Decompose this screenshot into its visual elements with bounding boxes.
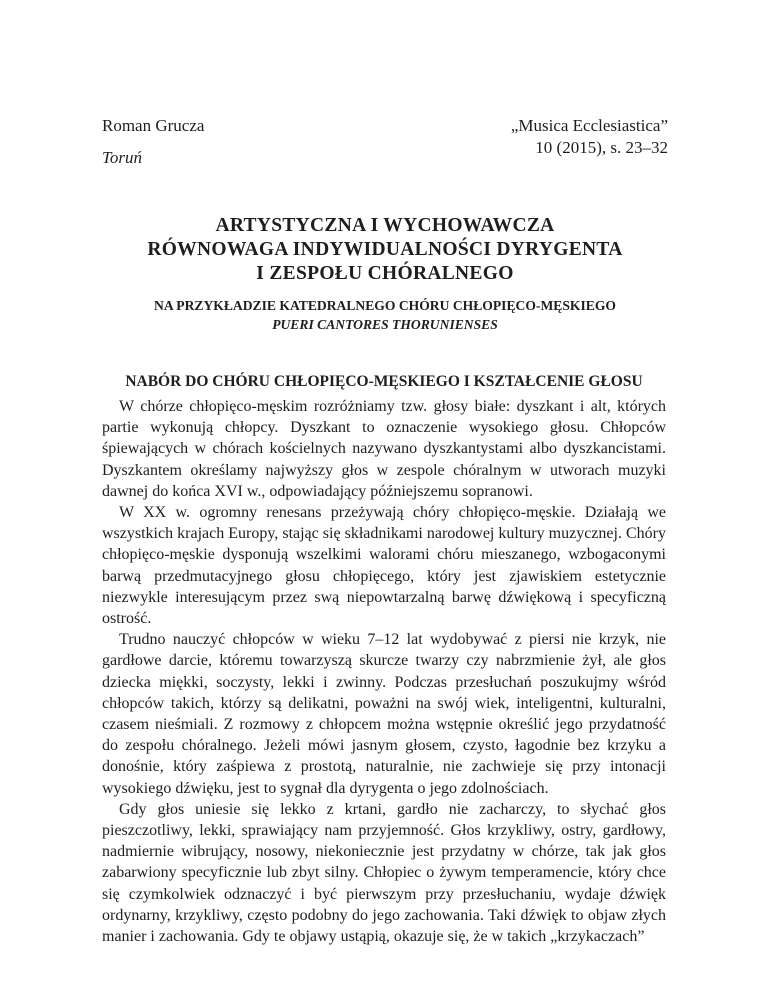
section-heading: NABÓR DO CHÓRU CHŁOPIĘCO-MĘSKIEGO I KSZTAŁCENIE GŁOSU [125, 373, 643, 390]
section-body [102, 370, 666, 947]
article-title-block [80, 214, 690, 334]
journal-name: „Musica Ecclesiastica” [510, 116, 668, 135]
paragraph: Trudno nauczyć chłopców w wieku 7–12 lat wydobywać z piersi nie krzyk, nie gardłowe darcie, któremu towarzyszą skurcze twarzy czy nabrzmienie żył, ale głos dziecka miękki, soczysty, lekki i zwinny. Podczas przesłuchań poszukujmy wśród chłopców takich, którzy są delikatni, poważni na swój wiek, inteligentni, kulturalni, czasem nieśmiali. Z rozmowy z chłopcem można wstępnie określić jego przydatność do zespołu chóralnego. Jeżeli mówi jasnym głosem, czysto, łagodnie bez krzyku a donośnie, który zaśpiewa z prostotą, naturalnie, nie zachwieje się przy intonacji wysokiego dźwięku, jest to sygnał dla dyrygenta o jego zdolnościach. [102, 631, 666, 797]
author-name: Roman Grucza [102, 116, 205, 135]
paragraph: W chórze chłopięco-męskim rozróżniamy tzw. głosy białe: dyszkant i alt, których partie wykonują chłopcy. Dyszkant to oznaczenie wysokiego głosu. Chłopców śpiewających w chórach kościelnych nazywano dyszkantystami albo dyszkancistami. Dyszkantem określamy najwyższy głos w zespole chóralnym w utworach muzyki dawnej do końca XVI w., odpowiadający późniejszemu sopranowi. [102, 398, 666, 500]
paragraph: Gdy głos uniesie się lekko z krtani, gardło nie zacharczy, to słychać głos pieszczotliwy, lekki, sprawiający nam przyjemność. Głos krzykliwy, ostry, gardłowy, nadmiernie wibrujący, nosowy, niekoniecznie jest przydatny w chórze, tak jak głos zabarwiony specyficznie lub zbyt silny. Chłopiec o żywym temperamencie, który chce się czymkolwiek odznaczyć i być pierwszym przy przesłuchaniu, wydaje dźwięk ordynarny, krzykliwy, często podobny do jego zachowania. Taki dźwięk to objaw złych manier i zachowania. Gdy te objawy ustąpią, okazuje się, że w takich „krzykaczach” [102, 800, 666, 946]
article-subtitle: NA PRZYKŁADZIE KATEDRALNEGO CHÓRU CHŁOPIĘCO-MĘSKIEGO [154, 298, 616, 313]
paragraph: W XX w. ogromny renesans przeżywają chóry chłopięco-męskie. Działają we wszystkich krajach Europy, stając się składnikami narodowej kultury muzycznej. Chóry chłopięco-męskie dysponują wszelkimi walorami chóru mieszanego, wzbogaconymi barwą przedmutacyjnego głosu chłopięcego, który jest zjawiskiem estetycznie niezwykle interesującym przez swą niepowtarzalną barwę dźwiękową i specyficzną ostrość. [102, 504, 666, 628]
author-affiliation: Toruń [102, 148, 143, 167]
article-title-line-1: ARTYSTYCZNA I WYCHOWAWCZA [215, 215, 555, 236]
journal-citation: 10 (2015), s. 23–32 [535, 138, 668, 157]
article-title-line-3: I ZESPOŁU CHÓRALNEGO [256, 263, 514, 284]
article-title-line-2: RÓWNOWAGA INDYWIDUALNOŚCI DYRYGENTA [147, 239, 623, 260]
article-subtitle-choir-name: PUERI CANTORES THORUNIENSES [272, 317, 498, 332]
